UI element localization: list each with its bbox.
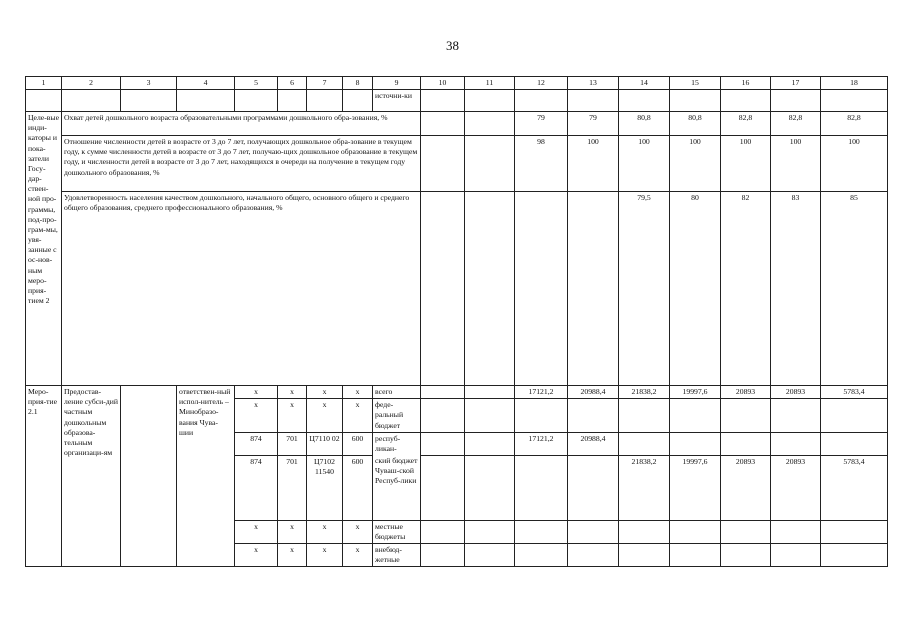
- value-cell: 80,8: [670, 112, 721, 136]
- value-cell: [821, 399, 888, 432]
- value-cell: 82,8: [771, 112, 821, 136]
- column-number: 7: [307, 77, 343, 90]
- value-cell: 79: [568, 112, 619, 136]
- value-cell: 100: [821, 136, 888, 192]
- value-cell: 21838,2: [619, 455, 670, 520]
- column-number: 9: [373, 77, 421, 90]
- value-cell: [515, 520, 568, 543]
- column-number: 8: [343, 77, 373, 90]
- value-cell: 79: [515, 112, 568, 136]
- section-cell: 701: [278, 432, 307, 455]
- csr-cell: x: [307, 399, 343, 432]
- value-cell: [821, 520, 888, 543]
- value-cell: 80,8: [619, 112, 670, 136]
- csr-cell: Ц7110 02: [307, 432, 343, 455]
- table-row: [26, 112, 888, 136]
- source-cell: источни-ки: [373, 90, 421, 112]
- vr-cell: x: [343, 520, 373, 543]
- value-cell: 82,8: [821, 112, 888, 136]
- value-cell: 100: [771, 136, 821, 192]
- value-cell: [771, 399, 821, 432]
- vr-cell: x: [343, 543, 373, 566]
- section-cell: 701: [278, 455, 307, 520]
- section-cell: x: [278, 520, 307, 543]
- table-row: [26, 192, 888, 386]
- column-number: 3: [121, 77, 177, 90]
- value-cell: 20988,4: [568, 432, 619, 455]
- value-cell: 20893: [771, 386, 821, 399]
- column-number: 14: [619, 77, 670, 90]
- csr-cell: Ц7102 11540: [307, 455, 343, 520]
- value-cell: [568, 192, 619, 386]
- table-row: [26, 386, 888, 399]
- source-cell: феде-ральный бюджет: [373, 399, 421, 432]
- value-cell: 82: [721, 192, 771, 386]
- value-cell: 80: [670, 192, 721, 386]
- value-cell: [771, 543, 821, 566]
- column-number: 13: [568, 77, 619, 90]
- value-cell: [771, 432, 821, 455]
- source-cell: ский бюджет Чуваш-ской Респуб-лики: [373, 455, 421, 520]
- column-number: 6: [278, 77, 307, 90]
- value-cell: 83: [771, 192, 821, 386]
- value-cell: 100: [619, 136, 670, 192]
- indicator-text: Охват детей дошкольного возраста образовательными программами дошкольного обра-зования, %: [62, 112, 421, 136]
- column-number: 2: [62, 77, 121, 90]
- indicator-text: Отношение численности детей в возрасте от 3 до 7 лет, получающих дошкольное обра-зование в текущем году, к сумме численности детей в возрасте от 3 до 7 лет, получаю-щих дошкольное образование в текущем году, и численности детей в возрасте от 3 до 7 лет, находящихся в очереди на получение в текущем году дошкольного образования, %: [62, 136, 421, 192]
- table-row: [26, 136, 888, 192]
- vr-cell: x: [343, 386, 373, 399]
- responsible-executor: ответствен-ный испол-нитель – Минобразо-вания Чува-шии: [177, 386, 235, 567]
- value-cell: [670, 520, 721, 543]
- indicator-text: Удовлетворенность населения качеством дошкольного, начального общего, основного общего и среднего общего образования, среднего профессионального образования, %: [62, 192, 421, 386]
- target-indicators-label: Целе-вые инди-каторы и пока-затели Госу-дар-ствен-ной про-граммы, под-про-грам-мы, увя-занные с ос-нов-ным меро-прия-тием 2: [26, 112, 62, 386]
- value-cell: [721, 399, 771, 432]
- value-cell: [619, 520, 670, 543]
- csr-cell: x: [307, 386, 343, 399]
- value-cell: 100: [568, 136, 619, 192]
- value-cell: 5783,4: [821, 386, 888, 399]
- section-cell: x: [278, 543, 307, 566]
- source-cell: местные бюджеты: [373, 520, 421, 543]
- grbs-cell: x: [235, 543, 278, 566]
- grbs-cell: x: [235, 399, 278, 432]
- value-cell: 20893: [721, 455, 771, 520]
- table-row: [26, 90, 888, 112]
- value-cell: [771, 520, 821, 543]
- value-cell: 20893: [721, 386, 771, 399]
- value-cell: [515, 543, 568, 566]
- column-number: 1: [26, 77, 62, 90]
- value-cell: [515, 455, 568, 520]
- value-cell: [670, 432, 721, 455]
- value-cell: 85: [821, 192, 888, 386]
- source-cell: респуб-ликан-: [373, 432, 421, 455]
- column-number: 18: [821, 77, 888, 90]
- column-number: 16: [721, 77, 771, 90]
- column-number: 15: [670, 77, 721, 90]
- grbs-cell: 874: [235, 455, 278, 520]
- value-cell: [670, 399, 721, 432]
- value-cell: [619, 399, 670, 432]
- csr-cell: x: [307, 543, 343, 566]
- program-table: [25, 76, 888, 567]
- source-cell: всего: [373, 386, 421, 399]
- value-cell: 5783,4: [821, 455, 888, 520]
- value-cell: [619, 543, 670, 566]
- column-number: 10: [421, 77, 465, 90]
- vr-cell: 600: [343, 432, 373, 455]
- grbs-cell: x: [235, 520, 278, 543]
- value-cell: 100: [721, 136, 771, 192]
- value-cell: [721, 432, 771, 455]
- value-cell: 17121,2: [515, 432, 568, 455]
- value-cell: [619, 432, 670, 455]
- column-number-row: [26, 77, 888, 90]
- event-name: Предостав-ление субси-дий частным дошкольным образова-тельным организаци-ям: [62, 386, 121, 567]
- value-cell: [821, 543, 888, 566]
- value-cell: 79,5: [619, 192, 670, 386]
- vr-cell: x: [343, 399, 373, 432]
- value-cell: [568, 455, 619, 520]
- page-number: 38: [446, 38, 459, 53]
- value-cell: [515, 192, 568, 386]
- column-number: 5: [235, 77, 278, 90]
- grbs-cell: x: [235, 386, 278, 399]
- source-cell: внебюд-жетные: [373, 543, 421, 566]
- column-number: 17: [771, 77, 821, 90]
- value-cell: 19997,6: [670, 386, 721, 399]
- grbs-cell: 874: [235, 432, 278, 455]
- csr-cell: x: [307, 520, 343, 543]
- value-cell: 20988,4: [568, 386, 619, 399]
- vr-cell: 600: [343, 455, 373, 520]
- column-number: 12: [515, 77, 568, 90]
- value-cell: [568, 520, 619, 543]
- section-cell: x: [278, 386, 307, 399]
- value-cell: [568, 543, 619, 566]
- value-cell: 100: [670, 136, 721, 192]
- value-cell: 21838,2: [619, 386, 670, 399]
- value-cell: 19997,6: [670, 455, 721, 520]
- value-cell: [568, 399, 619, 432]
- value-cell: [515, 399, 568, 432]
- event-number: Меро-прия-тие 2.1: [26, 386, 62, 567]
- column-number: 4: [177, 77, 235, 90]
- column-number: 11: [465, 77, 515, 90]
- value-cell: 17121,2: [515, 386, 568, 399]
- value-cell: [721, 520, 771, 543]
- value-cell: [721, 543, 771, 566]
- value-cell: [670, 543, 721, 566]
- section-cell: x: [278, 399, 307, 432]
- value-cell: 98: [515, 136, 568, 192]
- value-cell: 20893: [771, 455, 821, 520]
- value-cell: 82,8: [721, 112, 771, 136]
- value-cell: [821, 432, 888, 455]
